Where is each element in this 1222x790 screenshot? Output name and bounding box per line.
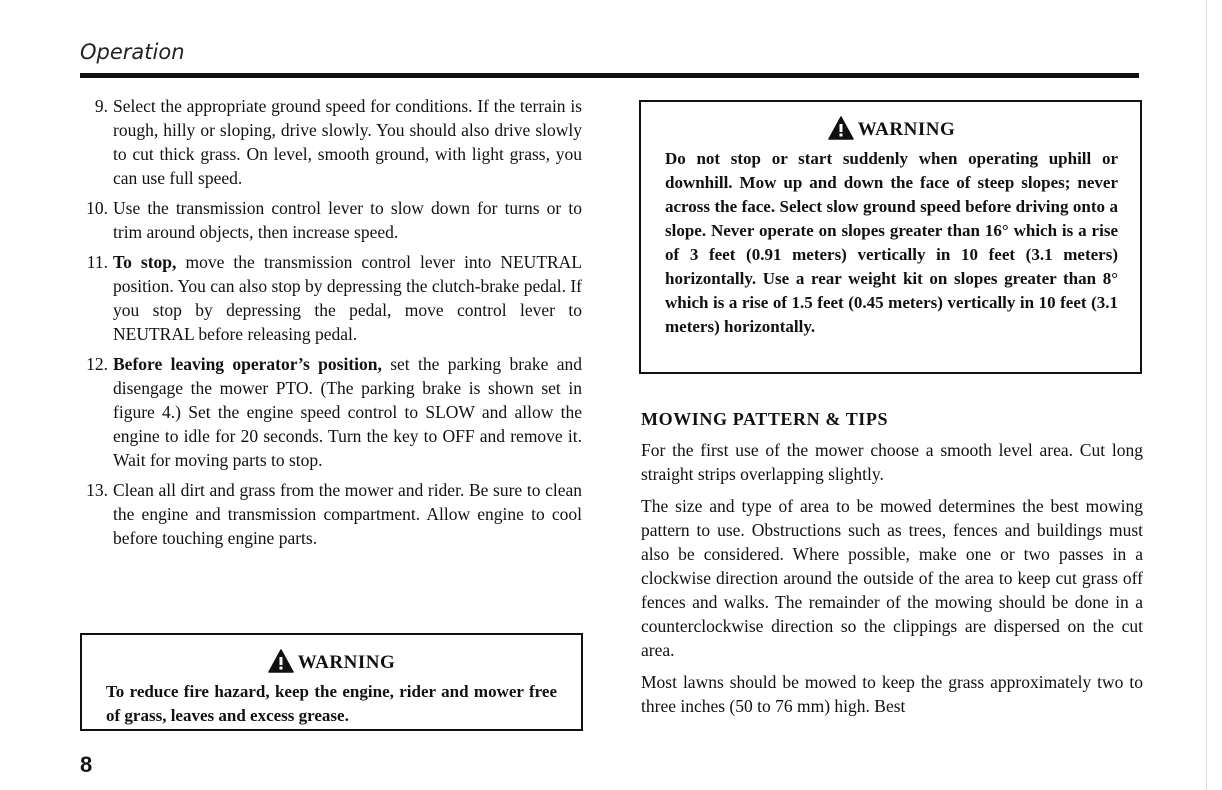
paragraph: The size and type of area to be mowed determines the best mowing pattern to use. Obstructions such as trees, fences and buildings must also be considered. Where possible, make one or two passes in a clockwise direction around the outside of the area to keep cut grass off fences and walks. The remainder of the mowing should be done in a counterclockwise direction so the clippings are dispersed on the cut area. — [641, 496, 1143, 660]
item-number: 10. — [86, 198, 108, 218]
header-rule — [80, 73, 1139, 78]
item-text: Select the appropriate ground speed for conditions. If the terrain is rough, hilly or sloping, drive slowly. You should also drive slowly to cut thick grass. On level, smooth ground, with light grass, you can use full speed. — [113, 96, 582, 188]
warning-triangle-icon — [268, 649, 294, 673]
item-text: Clean all dirt and grass from the mower and rider. Be sure to clean the engine and transmission compartment. Allow engine to cool before touching engine parts. — [113, 480, 582, 548]
right-column — [641, 407, 1143, 726]
slope-warning-box — [639, 100, 1142, 374]
list-item — [80, 352, 582, 472]
page-edge-divider — [1206, 0, 1207, 790]
list-item — [80, 250, 582, 346]
warning-triangle-icon — [828, 116, 854, 140]
item-bold-lead: Before leaving operator’s position, — [113, 354, 382, 374]
section-title: MOWING PATTERN & TIPS — [641, 409, 889, 429]
warning-heading-text: WARNING — [297, 652, 396, 673]
item-text: move the transmission control lever into NEUTRAL position. You can also stop by depressing the clutch-brake pedal. If you stop by depressing the pedal, move control lever to NEUTRAL before releasing pedal. — [113, 252, 583, 344]
item-text: set the parking brake and disengage the mower PTO. (The parking brake is shown set in figure 4.) Set the engine speed control to SLOW and allow the engine to idle for 20 seconds. Turn the key to OFF and remove it. Wait for moving parts to stop. — [113, 354, 582, 470]
item-text: Use the transmission control lever to slow down for turns or to trim around objects, then increase speed. — [113, 198, 582, 242]
list-item — [80, 196, 582, 244]
left-column — [80, 94, 582, 556]
warning-heading-text: WARNING — [857, 119, 956, 140]
list-item — [80, 478, 582, 550]
warning-text: Do not stop or start suddenly when operating uphill or downhill. Mow up and down the face of steep slopes; never across the face. Select slow ground speed before driving onto a slope. Never operate on slopes greater than 16° which is a rise of 3 feet (0.91 meters) vertically in 10 feet (3.1 meters) horizontally. Use a rear weight kit on slopes greater than 8° which is a rise of 1.5 feet (0.45 meters) vertically in 10 feet (3.1 meters) horizontally. — [665, 149, 1118, 336]
item-number: 11. — [86, 252, 108, 272]
warning-heading — [665, 116, 1118, 141]
warning-heading — [106, 649, 557, 674]
item-bold-lead: To stop, — [113, 252, 177, 272]
section-header: Operation — [80, 40, 185, 64]
warning-text: To reduce fire hazard, keep the engine, rider and mower free of grass, leaves and excess grease. — [106, 682, 557, 725]
page-number: 8 — [80, 752, 93, 777]
item-number: 13. — [86, 480, 108, 500]
paragraph: For the first use of the mower choose a smooth level area. Cut long straight strips overlapping slightly. — [641, 440, 1143, 484]
paragraph: Most lawns should be mowed to keep the grass approximately two to three inches (50 to 76 mm) high. Best — [641, 672, 1143, 716]
item-number: 9. — [94, 96, 108, 116]
list-item — [80, 94, 582, 190]
fire-hazard-warning-box — [80, 633, 583, 731]
item-number: 12. — [86, 354, 108, 374]
